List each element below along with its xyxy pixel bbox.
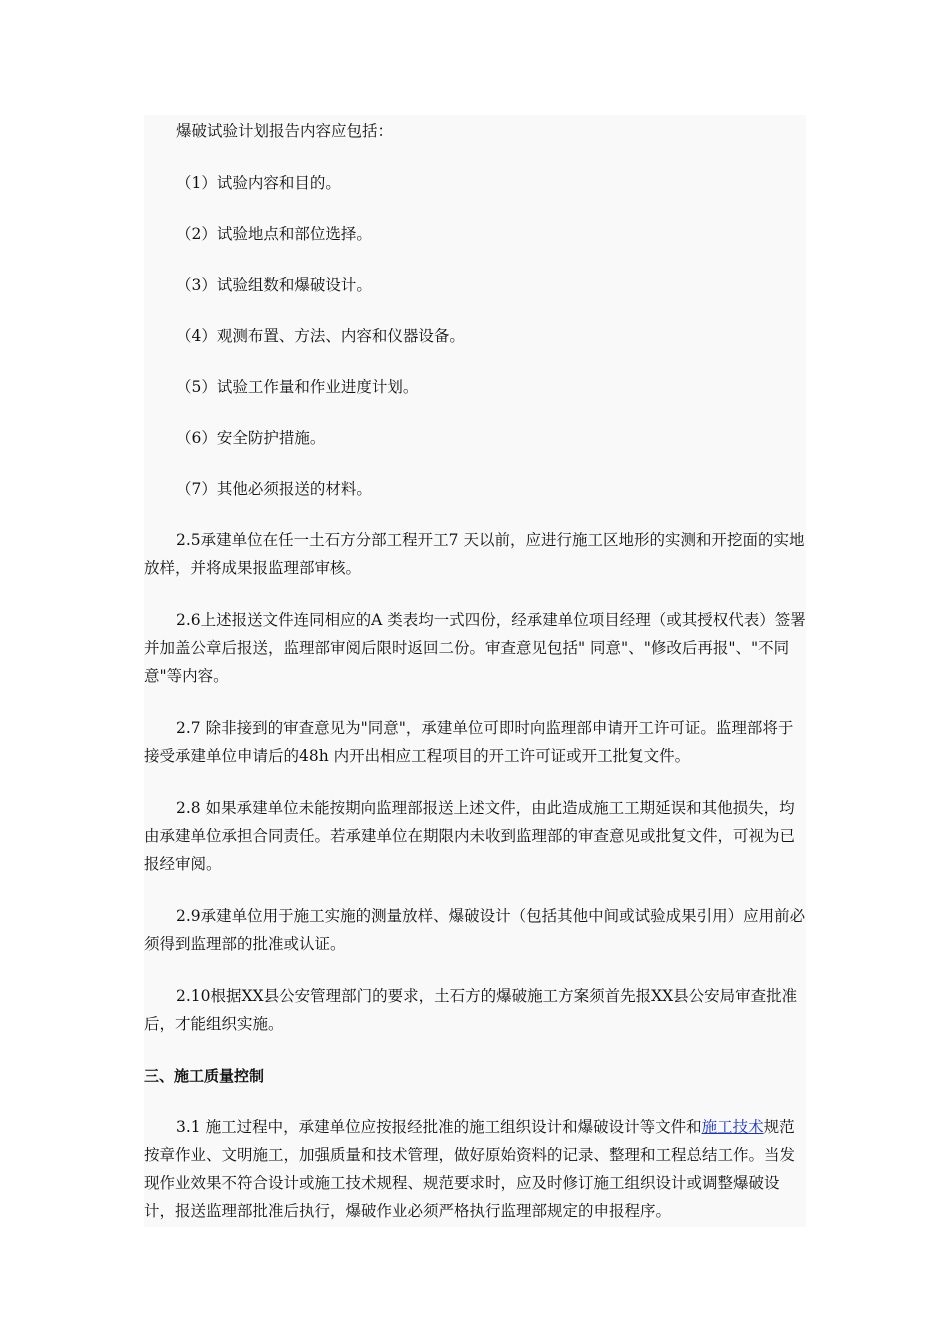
construction-technology-link[interactable]: 施工技术 (701, 1118, 764, 1136)
section-3-heading: 三、施工质量控制 (144, 1067, 265, 1085)
list-item: （7）其他必须报送的材料。 (176, 480, 372, 498)
clause-2-7: 2.7 除非接到的审查意见为"同意"，承建单位可即时向监理部申请开工许可证。监理部将于接受承建单位申请后的48h 内开出相应工程项目的开工许可证或开工批复文件。 (144, 719, 794, 765)
intro-paragraph: 爆破试验计划报告内容应包括： (176, 122, 394, 140)
list-item: （3）试验组数和爆破设计。 (176, 276, 372, 294)
list-item: （2）试验地点和部位选择。 (176, 225, 372, 243)
content-panel (144, 115, 806, 1227)
clause-2-6: 2.6上述报送文件连同相应的A 类表均一式四份，经承建单位项目经理（或其授权代表）签署并加盖公章后报送，监理部审阅后限时返回二份。审查意见包括" 同意"、"修改后再报"、"不同意"等内容。 (144, 611, 806, 685)
list-item: （1）试验内容和目的。 (176, 174, 341, 192)
clause-3-1-text-after: 规范按章作业、文明施工，加强质量和技术管理，做好原始资料的记录、整理和工程总结工作。当发现作业效果不符合设计或施工技术规程、规范要求时，应及时修订施工组织设计或调整爆破设计，报送监理部批准后执行，爆破作业必须严格执行监理部规定的申报程序。 (144, 1118, 796, 1220)
clause-3-1 (144, 1113, 806, 1225)
clause-2-5: 2.5承建单位在任一土石方分部工程开工7 天以前，应进行施工区地形的实测和开挖面的实地放样，并将成果报监理部审核。 (144, 531, 805, 577)
clause-2-9: 2.9承建单位用于施工实施的测量放样、爆破设计（包括其他中间或试验成果引用）应用前必须得到监理部的批准或认证。 (144, 907, 806, 953)
list-item: （5）试验工作量和作业进度计划。 (176, 378, 419, 396)
list-item: （4）观测布置、方法、内容和仪器设备。 (176, 327, 465, 345)
clause-2-10: 2.10根据XX县公安管理部门的要求，土石方的爆破施工方案须首先报XX县公安局审查批准后，才能组织实施。 (144, 987, 798, 1033)
clause-2-8: 2.8 如果承建单位未能按期向监理部报送上述文件，由此造成施工工期延误和其他损失，均由承建单位承担合同责任。若承建单位在期限内未收到监理部的审查意见或批复文件，可视为已报经审阅。 (144, 799, 796, 873)
clause-3-1-text-before: 3.1 施工过程中，承建单位应按报经批准的施工组织设计和爆破设计等文件和 (176, 1118, 702, 1136)
list-item: （6）安全防护措施。 (176, 429, 326, 447)
